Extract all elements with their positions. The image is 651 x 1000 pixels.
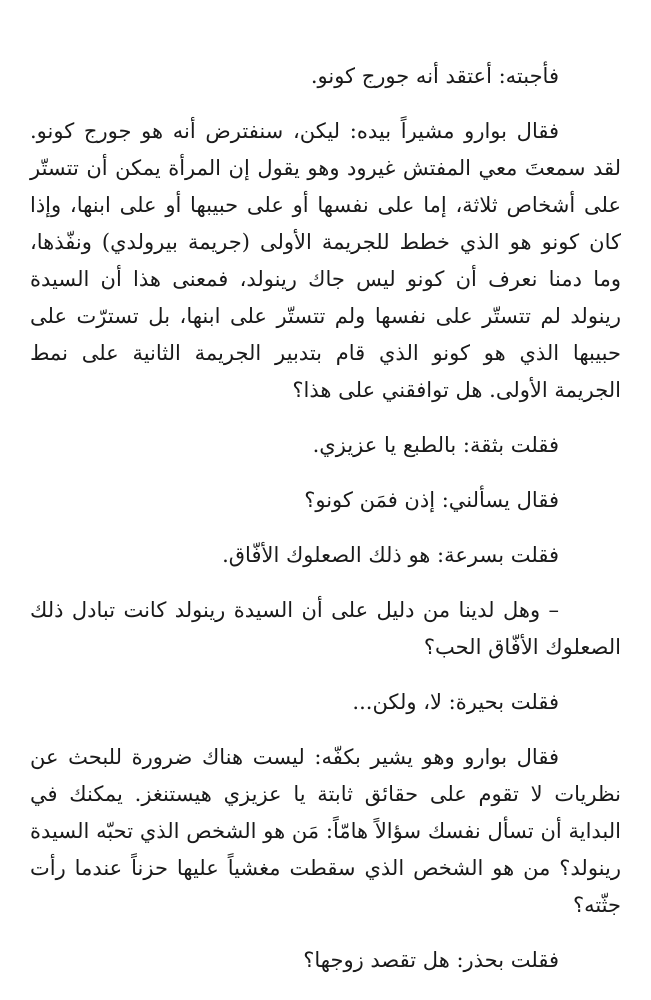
paragraph-confused-reply: فقلت بحيرة: لا، ولكن...	[352, 690, 559, 714]
paragraph-confident-reply: فقلت بثقة: بالطبع يا عزيزي.	[312, 433, 559, 457]
book-page	[30, 58, 621, 1000]
paragraph-answer-george-conneau: فأجبته: أعتقد أنه جورج كونو.	[310, 64, 559, 88]
paragraph-evidence-question: – وهل لدينا من دليل على أن السيدة رينولد كانت تبادل ذلك الصعلوك الأفّاق الحب؟	[30, 598, 621, 659]
paragraph-tramp-answer: فقلت بسرعة: هو ذلك الصعلوك الأفّاق.	[222, 543, 559, 567]
paragraph-who-is-conneau: فقال يسألني: إذن فمَن كونو؟	[304, 488, 559, 512]
paragraph-poirot-theory: فقال بوارو مشيراً بيده: ليكن، سنفترض أنه هو جورج كونو. لقد سمعتَ معي المفتش غيرود وهو يقول إن المرأة يمكن أن تتستّر على أشخاص ثلاثة، إما على نفسها أو على حبيبها أو على ابنها، وإذا كان كونو هو الذي خطط للجريمة الأولى (جريمة بيرولدي) ونفّذها، وما دمنا نعرف أن كونو ليس جاك رينولد، فمعنى هذا أن السيدة رينولد لم تتستّر على نفسها ولم تتستّر على ابنها، بل تسترّت على حبيبها الذي هو كونو الذي قام بتدبير الجريمة الثانية على نمط الجريمة الأولى. هل توافقني على هذا؟	[30, 119, 621, 402]
paragraph-poirot-question: فقال بوارو وهو يشير بكفّه: ليست هناك ضرورة للبحث عن نظريات لا تقوم على حقائق ثابتة يا عزيزي هيستنغز. يمكنك في البداية أن تسأل نفسك سؤالاً هامّاً: مَن هو الشخص الذي تحبّه السيدة رينولد؟ من هو الشخص الذي سقطت مغشياً عليها حزناً عندما رأت جثّته؟	[30, 745, 621, 917]
paragraph-husband-question: فقلت بحذر: هل تقصد زوجها؟	[303, 948, 559, 972]
